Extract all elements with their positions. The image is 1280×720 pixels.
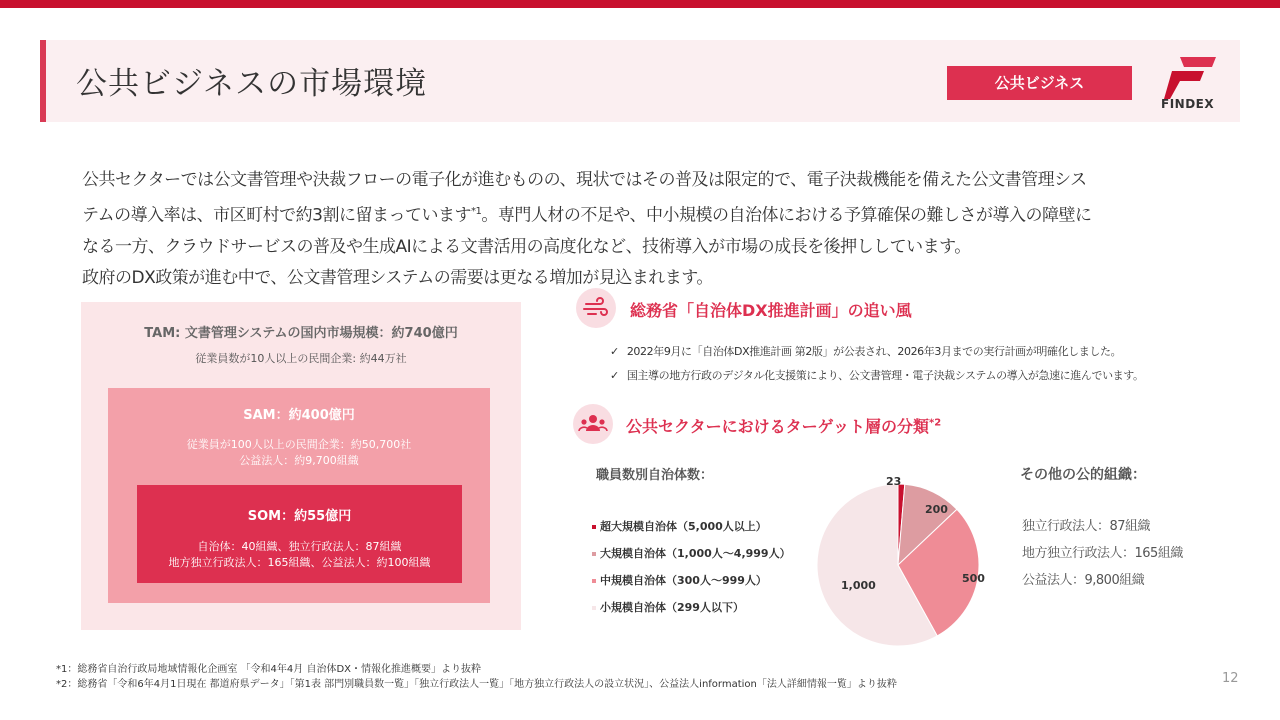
other-org-item: 独立行政法人：87組織: [1022, 519, 1151, 534]
category-badge: 公共ビジネス: [947, 66, 1132, 100]
intro-paragraph: [82, 165, 1202, 294]
footnote-ref-1: *1: [470, 206, 482, 217]
som-subtitle-1: 自治体：40組織、独立行政法人：87組織: [197, 540, 402, 553]
section-title-target: [626, 414, 941, 437]
sam-title: SAM：約400億円: [243, 408, 355, 423]
tam-title: TAM: 文書管理システムの国内市場規模：約740億円: [144, 326, 458, 341]
other-org-label: その他の公的組織：: [1020, 467, 1146, 483]
footnote-2: *2：総務省「令和6年4月1日現在 都道府県データ」「第1表 部門別職員数一覧」「独立行政法人一覧」「地方独立行政法人の設立状況」、公益法人information「法人詳細情報一覧」より抜粋: [56, 679, 897, 690]
legend-item: [592, 599, 744, 615]
legend-item: [592, 545, 791, 561]
som-subtitle-2: 地方独立行政法人：165組織、公益法人：約100組織: [168, 556, 431, 569]
pie-group-label: 職員数別自治体数：: [596, 468, 714, 483]
bullet-dx-plan-2: [610, 367, 1144, 383]
legend-swatch: [592, 525, 596, 529]
section-title-target-text: 公共セクターにおけるターゲット層の分類: [626, 417, 930, 436]
legend-item: [592, 572, 767, 588]
legend-swatch: [592, 552, 596, 556]
sam-subtitle-2: 公益法人：約9,700組織: [239, 454, 359, 467]
legend-label: 小規模自治体（299人以下）: [600, 601, 744, 614]
pie-chart: [810, 470, 1000, 660]
bullet-text-2: 国主導の地方行政のデジタル化支援策により、公文書管理・電子決裁システムの導入が急速に進んでいます。: [626, 369, 1144, 382]
check-icon: ✓: [610, 369, 619, 382]
intro-line-1: 公共セクターでは公文書管理や決裁フローの電子化が進むものの、現状ではその普及は限定的で、電子決裁機能を備えた公文書管理シス: [82, 170, 1087, 190]
bullet-text-1: 2022年9月に「自治体DX推進計画 第2版」が公表され、2026年3月までの実行計画が明確化しました。: [626, 345, 1122, 358]
header-accent-stripe: [40, 40, 46, 122]
page-number: 12: [1222, 671, 1239, 686]
bullet-dx-plan-1: [610, 343, 1121, 359]
wind-icon: [576, 288, 616, 328]
footnote-ref-2: *2: [929, 417, 942, 429]
legend-swatch: [592, 579, 596, 583]
sam-subtitle-1: 従業員が100人以上の民間企業：約50,700社: [186, 438, 412, 451]
section-title-dx-plan: 総務省「自治体DX推進計画」の追い風: [630, 301, 912, 320]
som-title: SOM：約55億円: [247, 509, 352, 524]
legend-item: [592, 518, 767, 534]
legend-label: 超大規模自治体（5,000人以上）: [600, 520, 767, 533]
other-org-item: 地方独立行政法人：165組織: [1022, 546, 1183, 561]
pie-data-label: 1,000: [841, 579, 876, 592]
intro-line-2a: テムの導入率は、市区町村で約3割に留まっています: [82, 205, 471, 226]
pie-data-label: 23: [886, 475, 902, 488]
logo-text: FINDEX: [1161, 97, 1215, 111]
top-accent-bar: [0, 0, 1280, 8]
intro-line-2b: 。専門人材の不足や、中小規模の自治体における予算確保の難しさが導入の障壁に: [481, 205, 1092, 226]
other-org-item: 公益法人：9,800組織: [1022, 573, 1145, 588]
pie-data-label: 200: [925, 503, 948, 516]
legend-swatch: [592, 606, 596, 610]
people-group-icon: [573, 404, 613, 444]
intro-line-2: [82, 196, 1202, 232]
legend-label: 大規模自治体（1,000人〜4,999人）: [600, 547, 791, 560]
intro-line-4: 政府のDX政策が進む中で、公文書管理システムの需要は更なる増加が見込まれます。: [82, 267, 713, 288]
pie-data-label: 500: [962, 572, 985, 585]
check-icon: ✓: [610, 345, 619, 358]
page-title: 公共ビジネスの市場環境: [76, 66, 428, 102]
tam-subtitle: 従業員数が10人以上の民間企業: 約44万社: [195, 352, 407, 365]
legend-label: 中規模自治体（300人〜999人）: [600, 574, 767, 587]
footnote-1: *1：総務省自治行政局地域情報化企画室 「令和4年4月 自治体DX・情報化推進概要」より抜粋: [56, 664, 481, 675]
intro-line-3: なる一方、クラウドサービスの普及や生成AIによる文書活用の高度化など、技術導入が市場の成長を後押ししています。: [82, 236, 971, 257]
